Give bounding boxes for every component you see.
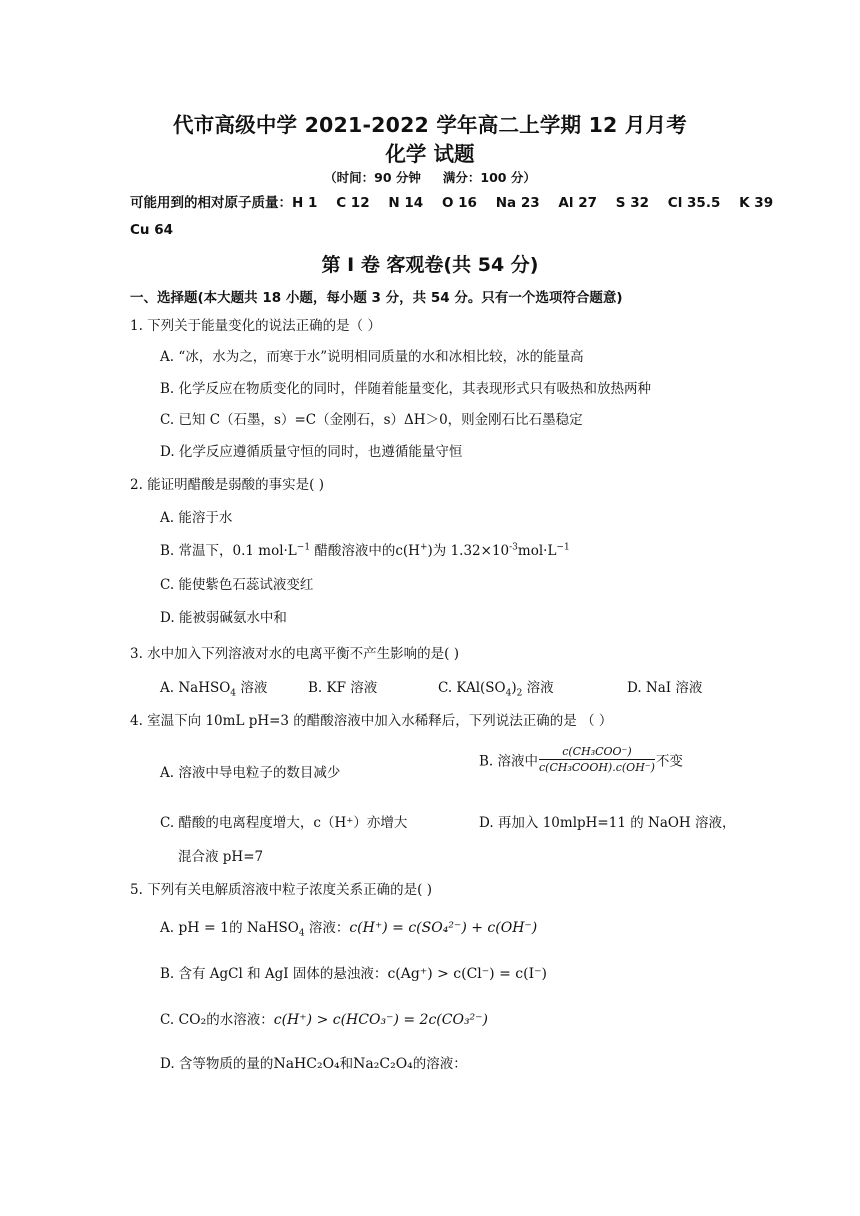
q1-option-a: A. “冰，水为之，而寒于水”说明相同质量的水和冰相比较，冰的能量高 xyxy=(160,349,584,365)
q1-option-d: D. 化学反应遵循质量守恒的同时，也遵循能量守恒 xyxy=(160,444,463,460)
q1-stem: 1. 下列关于能量变化的说法正确的是（ ） xyxy=(130,318,381,334)
exam-time-score xyxy=(0,168,860,186)
q1-option-b: B. 化学反应在物质变化的同时，伴随着能量变化，其表现形式只有吸热和放热两种 xyxy=(160,381,652,397)
section-instruction: 一、选择题(本大题共 18 小题，每小题 3 分，共 54 分。只有一个选项符合题意) xyxy=(130,290,623,306)
atomic-mass-info xyxy=(130,190,774,244)
q2-stem: 2. 能证明醋酸是弱酸的事实是( ) xyxy=(130,477,324,493)
q3-option-b: B. KF 溶液 xyxy=(308,680,378,696)
q2-option-a: A. 能溶于水 xyxy=(160,510,233,526)
exam-subject: 化学 试题 xyxy=(385,142,475,166)
q3-option-d: D. NaI 溶液 xyxy=(627,680,703,696)
score-info: 满分：100 分） xyxy=(442,170,536,185)
q4-fraction: $\frac{\text{c(CH₃COO⁻)}}{\text{c(CH₃COOH).c(OH⁻)}}$ xyxy=(539,745,655,774)
q5-option-a: A. pH = 1的 NaHSO$_4$ 溶液：c(H⁺) = c(SO₄²⁻) + c(OH⁻) xyxy=(160,920,538,939)
q3-option-c: C. $KAl(SO_4)_2$ 溶液 xyxy=(438,680,554,699)
q5-stem: 5. 下列有关电解质溶液中粒子浓度关系正确的是( ) xyxy=(130,882,432,898)
q2-option-b: B. 常温下，0.1 $mol\cdot L^{-1}$ 醋酸溶液中的c(H+)为 $1.32\times 10^{-3}mol\cdot L^{-1}$ xyxy=(160,542,570,559)
q5-option-b: B. 含有 AgCl 和 AgI 固体的悬浊液：c(Ag⁺) > c(Cl⁻) = c(I⁻) xyxy=(160,966,547,982)
q4-option-a: A. 溶液中导电粒子的数目减少 xyxy=(160,765,341,781)
q5-option-c: C. CO₂的水溶液：c(H⁺) > c(HCO₃⁻) = 2c(CO₃²⁻) xyxy=(160,1012,489,1028)
q3-stem: 3. 水中加入下列溶液对水的电离平衡不产生影响的是( ) xyxy=(130,646,459,662)
q1-option-c: C. 已知 C（石墨，s）=C（金刚石，s）ΔH＞0，则金刚石比石墨稳定 xyxy=(160,412,583,428)
atomic-mass-line1: 可能用到的相对原子质量：H 1 C 12 N 14 O 16 Na 23 Al 27 S 32 Cl 35.5 K 39 xyxy=(130,195,774,211)
time-info: （时间：90 分钟 xyxy=(324,170,421,185)
section-title: 第 I 卷 客观卷(共 54 分) xyxy=(321,254,539,276)
q4-option-c: C. 醋酸的电离程度增大，c（H⁺）亦增大 xyxy=(160,815,408,831)
q4-option-b: B. 溶液中 $\frac{\text{c(CH₃COO⁻)}}{\text{c(CH₃COOH).c(OH⁻)}}$ 不变 xyxy=(479,745,683,774)
q2-option-c: C. 能使紫色石蕊试液变红 xyxy=(160,577,314,593)
exam-title: 代市高级中学 2021-2022 学年高二上学期 12 月月考 xyxy=(173,113,687,137)
atomic-mass-line2: Cu 64 xyxy=(130,222,174,238)
q4-option-d: D. 再加入 10mlpH=11 的 NaOH 溶液， xyxy=(479,815,736,831)
q4-option-d-cont: 混合液 pH=7 xyxy=(178,849,264,865)
q3-option-a: A. NaHSO$_4$ 溶液 xyxy=(160,680,268,699)
q2-option-d: D. 能被弱碱氨水中和 xyxy=(160,610,287,626)
q4-stem: 4. 室温下向 10mL pH=3 的醋酸溶液中加入水稀释后，下列说法正确的是 （ ） xyxy=(130,713,613,729)
q5-option-d: D. 含等物质的量的NaHC₂O₄和Na₂C₂O₄的溶液： xyxy=(160,1056,467,1072)
